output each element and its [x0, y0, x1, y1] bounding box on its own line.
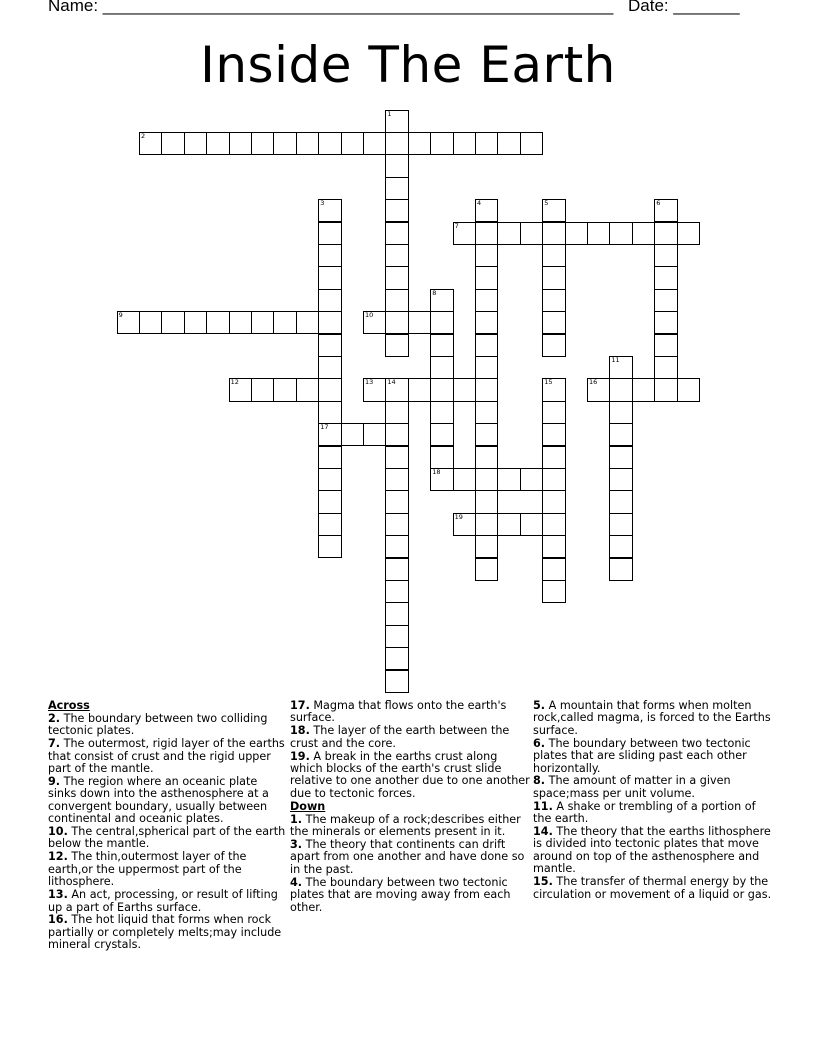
crossword-cell[interactable]	[341, 132, 364, 155]
crossword-cell[interactable]	[385, 154, 408, 177]
crossword-cell[interactable]	[542, 535, 565, 558]
crossword-cell[interactable]	[318, 401, 341, 424]
across-heading: Across	[48, 699, 90, 712]
crossword-cell[interactable]	[385, 177, 408, 200]
crossword-cell[interactable]	[542, 311, 565, 334]
clue-number-19: 19	[454, 512, 463, 521]
crossword-cell[interactable]	[654, 222, 677, 245]
crossword-cell[interactable]	[273, 378, 296, 401]
crossword-cell[interactable]	[475, 513, 498, 536]
crossword-cell[interactable]	[318, 468, 341, 491]
crossword-cell[interactable]	[385, 647, 408, 670]
clue-across-9: 9. The region where an oceanic plate sinks down into the asthenosphere at a convergent boundary, usually between continental and oceanic plates.	[48, 774, 269, 826]
crossword-cell[interactable]	[542, 468, 565, 491]
crossword-cell[interactable]	[542, 244, 565, 267]
clue-number-5: 5	[544, 199, 549, 208]
crossword-cell[interactable]	[318, 311, 341, 334]
clue-down-3: 3. The theory that continents can drift apart from one another and have done so in the past.	[290, 837, 525, 876]
crossword-cell[interactable]	[453, 222, 476, 245]
crossword-cell[interactable]	[677, 378, 700, 401]
crossword-cell[interactable]	[385, 535, 408, 558]
crossword-cell[interactable]	[318, 378, 341, 401]
crossword-cell[interactable]	[453, 378, 476, 401]
crossword-cell[interactable]	[497, 513, 520, 536]
crossword-cell[interactable]	[430, 446, 453, 469]
crossword-cell[interactable]	[520, 222, 543, 245]
clue-across-10: 10. The central,spherical part of the earth below the mantle.	[48, 825, 286, 851]
crossword-cell[interactable]	[296, 132, 319, 155]
crossword-cell[interactable]	[475, 244, 498, 267]
crossword-cell[interactable]	[542, 199, 565, 222]
crossword-cell[interactable]	[475, 289, 498, 312]
crossword-cell[interactable]	[385, 311, 408, 334]
crossword-cell[interactable]	[475, 558, 498, 581]
clue-across-7: 7. The outermost, rigid layer of the earths that consist of crust and the rigid upper part of the mantle.	[48, 737, 285, 776]
clue-number-1: 1	[387, 109, 392, 118]
crossword-cell[interactable]	[565, 222, 588, 245]
crossword-cell[interactable]	[385, 670, 408, 693]
crossword-cell[interactable]	[520, 513, 543, 536]
crossword-cell[interactable]	[408, 311, 431, 334]
clue-down-5: 5. A mountain that forms when molten rock,called magma, is forced to the Earths surface.	[533, 699, 771, 737]
crossword-cell[interactable]	[206, 132, 229, 155]
crossword-cell[interactable]	[318, 222, 341, 245]
crossword-cell[interactable]	[542, 423, 565, 446]
clue-across-19: 19. A break in the earths crust along which blocks of the earth's crust slide relative to one another due to one another due to tectonic forces.	[290, 749, 530, 800]
clue-down-14: 14. The theory that the earths lithosphere is divided into tectonic plates that move around on top of the asthenosphere and mantle.	[533, 825, 771, 876]
crossword-cell[interactable]	[408, 378, 431, 401]
crossword-cell[interactable]	[542, 490, 565, 513]
crossword-cell[interactable]	[296, 311, 319, 334]
crossword-cell[interactable]	[385, 266, 408, 289]
clue-number-9: 9	[118, 311, 123, 320]
crossword-cell[interactable]	[497, 468, 520, 491]
crossword-cell[interactable]	[654, 334, 677, 357]
down-heading: Down	[290, 799, 326, 813]
crossword-cell[interactable]	[385, 468, 408, 491]
crossword-cell[interactable]	[430, 423, 453, 446]
crossword-cell[interactable]	[385, 490, 408, 513]
crossword-cell[interactable]	[296, 378, 319, 401]
crossword-cell[interactable]	[318, 446, 341, 469]
crossword-cell[interactable]	[385, 401, 408, 424]
crossword-cell[interactable]	[654, 289, 677, 312]
crossword-cell[interactable]	[318, 334, 341, 357]
crossword-cell[interactable]	[542, 334, 565, 357]
clue-across-12: 12. The thin,outermost layer of the earth,or the uppermost part of the lithosphere.	[48, 850, 247, 889]
clue-down-8: 8. The amount of matter in a given space;mass per unit volume.	[533, 774, 731, 800]
crossword-cell[interactable]	[430, 356, 453, 379]
crossword-cell[interactable]	[475, 378, 498, 401]
crossword-cell[interactable]	[318, 513, 341, 536]
crossword-cell[interactable]	[609, 222, 632, 245]
crossword-cell[interactable]	[229, 311, 252, 334]
clue-number-13: 13	[365, 378, 374, 387]
crossword-cell[interactable]	[654, 356, 677, 379]
clue-number-7: 7	[454, 221, 459, 230]
crossword-cell[interactable]	[229, 132, 252, 155]
crossword-cell[interactable]	[542, 446, 565, 469]
crossword-cell[interactable]	[318, 423, 341, 446]
date-field[interactable]: Date: _______	[628, 0, 740, 15]
crossword-cell[interactable]	[587, 222, 610, 245]
crossword-cell[interactable]	[363, 423, 386, 446]
crossword-cell[interactable]	[453, 468, 476, 491]
crossword-cell[interactable]	[318, 132, 341, 155]
crossword-cell[interactable]	[385, 423, 408, 446]
crossword-cell[interactable]	[609, 558, 632, 581]
clue-down-6: 6. The boundary between two tectonic plates that are sliding past each other horizontally.	[533, 736, 751, 775]
crossword-cell[interactable]	[318, 199, 341, 222]
clue-number-12: 12	[230, 378, 239, 387]
crossword-cell[interactable]	[654, 244, 677, 267]
crossword-cell[interactable]	[475, 468, 498, 491]
crossword-cell[interactable]	[385, 378, 408, 401]
crossword-cell[interactable]	[385, 580, 408, 603]
crossword-cell[interactable]	[273, 132, 296, 155]
crossword-cell[interactable]	[408, 132, 431, 155]
crossword-cell[interactable]	[542, 289, 565, 312]
crossword-cell[interactable]	[542, 580, 565, 603]
crossword-cell[interactable]	[385, 602, 408, 625]
crossword-cell[interactable]	[475, 490, 498, 513]
page-title: Inside The Earth	[200, 36, 616, 94]
crossword-cell[interactable]	[609, 468, 632, 491]
crossword-cell[interactable]	[251, 311, 274, 334]
crossword-cell[interactable]	[385, 110, 408, 133]
crossword-cell[interactable]	[475, 446, 498, 469]
crossword-cell[interactable]	[475, 311, 498, 334]
crossword-cell[interactable]	[654, 266, 677, 289]
crossword-cell[interactable]	[632, 222, 655, 245]
clue-number-8: 8	[432, 288, 437, 297]
crossword-cell[interactable]	[251, 378, 274, 401]
crossword-cell[interactable]	[318, 289, 341, 312]
clue-number-11: 11	[611, 355, 620, 364]
clue-number-4: 4	[477, 199, 482, 208]
crossword-cell[interactable]	[385, 334, 408, 357]
crossword-cell[interactable]	[385, 625, 408, 648]
crossword-cell[interactable]	[385, 199, 408, 222]
crossword-cell[interactable]	[542, 401, 565, 424]
clues-column-3	[533, 700, 773, 902]
crossword-cell[interactable]	[318, 535, 341, 558]
crossword-cell[interactable]	[229, 378, 252, 401]
crossword-cell[interactable]	[385, 222, 408, 245]
crossword-cell[interactable]	[654, 199, 677, 222]
crossword-cell[interactable]	[453, 132, 476, 155]
crossword-cell[interactable]	[430, 334, 453, 357]
name-field[interactable]: Name: ______________________________________________________	[48, 0, 614, 15]
crossword-cell[interactable]	[161, 311, 184, 334]
crossword-cell[interactable]	[497, 132, 520, 155]
clue-across-13: 13. An act, processing, or result of lifting up a part of Earths surface.	[48, 888, 278, 914]
crossword-cell[interactable]	[542, 222, 565, 245]
crossword-cell[interactable]	[475, 535, 498, 558]
crossword-cell[interactable]	[385, 513, 408, 536]
crossword-cell[interactable]	[609, 423, 632, 446]
clue-number-16: 16	[589, 378, 598, 387]
crossword-cell[interactable]	[139, 311, 162, 334]
clue-number-18: 18	[432, 467, 441, 476]
crossword-cell[interactable]	[430, 401, 453, 424]
crossword-cell[interactable]	[184, 132, 207, 155]
crossword-cell[interactable]	[363, 132, 386, 155]
crossword-cell[interactable]	[609, 446, 632, 469]
crossword-cell[interactable]	[609, 513, 632, 536]
crossword-cell[interactable]	[385, 289, 408, 312]
clue-number-14: 14	[387, 378, 396, 387]
crossword-cell[interactable]	[453, 513, 476, 536]
crossword-cell[interactable]	[117, 311, 140, 334]
clue-down-11: 11. A shake or trembling of a portion of the earth.	[533, 799, 756, 826]
crossword-cell[interactable]	[632, 378, 655, 401]
crossword-cell[interactable]	[475, 423, 498, 446]
clue-number-15: 15	[544, 378, 553, 387]
clue-number-6: 6	[656, 199, 661, 208]
crossword-cell[interactable]	[587, 378, 610, 401]
crossword-cell[interactable]	[430, 132, 453, 155]
crossword-cell[interactable]	[184, 311, 207, 334]
crossword-cell[interactable]	[609, 401, 632, 424]
clue-down-15: 15. The transfer of thermal energy by the circulation or movement of a liquid or gas.	[533, 875, 772, 901]
crossword-cell[interactable]	[385, 132, 408, 155]
crossword-cell[interactable]	[609, 378, 632, 401]
crossword-cell[interactable]	[430, 289, 453, 312]
clue-across-2: 2. The boundary between two colliding tectonic plates.	[48, 711, 268, 738]
clue-number-3: 3	[320, 199, 325, 208]
crossword-cell[interactable]	[475, 401, 498, 424]
crossword-cell[interactable]	[318, 244, 341, 267]
crossword-cell[interactable]	[475, 334, 498, 357]
crossword-cell[interactable]	[363, 378, 386, 401]
crossword-cell[interactable]	[385, 244, 408, 267]
crossword-cell[interactable]	[318, 356, 341, 379]
crossword-cell[interactable]	[273, 311, 296, 334]
clue-down-1: 1. The makeup of a rock;describes either the minerals or elements present in it.	[290, 812, 521, 839]
crossword-cell[interactable]	[475, 266, 498, 289]
crossword-cell[interactable]	[609, 535, 632, 558]
clues-column-2	[290, 700, 530, 914]
crossword-cell[interactable]	[475, 199, 498, 222]
crossword-cell[interactable]	[609, 490, 632, 513]
crossword-cell[interactable]	[542, 266, 565, 289]
crossword-cell[interactable]	[542, 513, 565, 536]
crossword-cell[interactable]	[475, 222, 498, 245]
crossword-cell[interactable]	[654, 311, 677, 334]
crossword-cell[interactable]	[251, 132, 274, 155]
crossword-cell[interactable]	[520, 132, 543, 155]
crossword-cell[interactable]	[385, 558, 408, 581]
crossword-cell[interactable]	[497, 222, 520, 245]
clues-column-1	[48, 700, 288, 952]
crossword-cell[interactable]	[542, 378, 565, 401]
crossword-cell[interactable]	[385, 446, 408, 469]
crossword-cell[interactable]	[430, 311, 453, 334]
crossword-cell[interactable]	[206, 311, 229, 334]
clue-across-16: 16. The hot liquid that forms when rock partially or completely melts;may include mineral crystals.	[48, 913, 282, 952]
crossword-cell[interactable]	[318, 266, 341, 289]
crossword-cell[interactable]	[542, 558, 565, 581]
crossword-cell[interactable]	[161, 132, 184, 155]
crossword-cell[interactable]	[609, 356, 632, 379]
clue-across-18: 18. The layer of the earth between the crust and the core.	[290, 724, 510, 750]
crossword-cell[interactable]	[430, 378, 453, 401]
crossword-cell[interactable]	[363, 311, 386, 334]
crossword-cell[interactable]	[139, 132, 162, 155]
crossword-cell[interactable]	[654, 378, 677, 401]
crossword-cell[interactable]	[475, 132, 498, 155]
crossword-cell[interactable]	[318, 490, 341, 513]
crossword-cell[interactable]	[341, 423, 364, 446]
clue-across-17: 17. Magma that flows onto the earth's surface.	[290, 699, 507, 725]
crossword-cell[interactable]	[520, 468, 543, 491]
clue-number-10: 10	[365, 311, 374, 320]
clue-number-17: 17	[320, 423, 329, 432]
crossword-cell[interactable]	[430, 468, 453, 491]
crossword-cell[interactable]	[475, 356, 498, 379]
crossword-cell[interactable]	[677, 222, 700, 245]
clue-number-2: 2	[141, 131, 146, 140]
clue-down-4: 4. The boundary between two tectonic plates that are moving away from each other.	[290, 875, 511, 914]
